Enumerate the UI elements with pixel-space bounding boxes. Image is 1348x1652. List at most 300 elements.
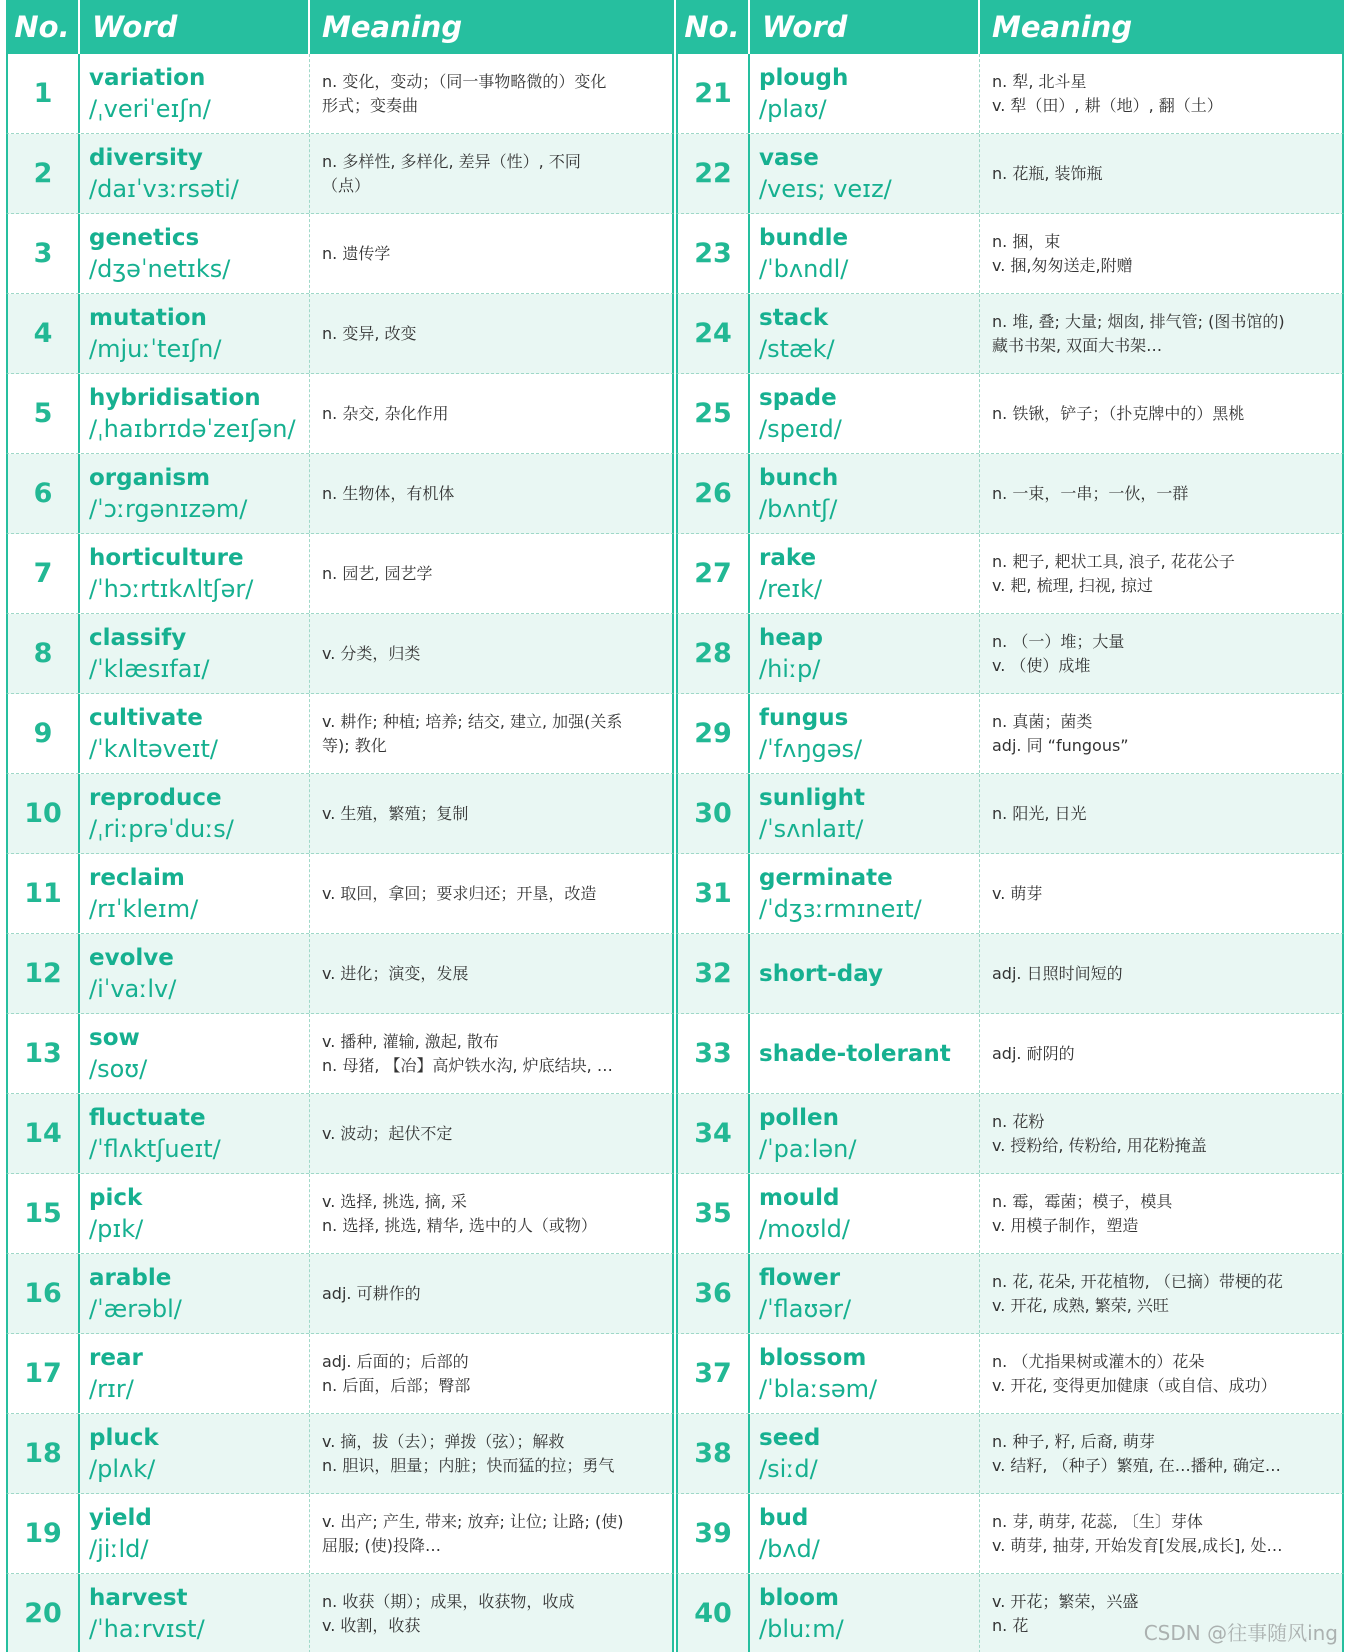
table-row (676, 54, 1344, 134)
word: evolve (89, 944, 174, 971)
phonetic: /ˈblaːsəm/ (759, 1374, 878, 1403)
entry-number: 16 (8, 1254, 80, 1333)
word: heap (759, 624, 823, 651)
phonetic: /ˈdʒɜːrmɪneɪt/ (759, 894, 922, 923)
entry-number: 33 (678, 1014, 750, 1093)
meaning-line: v. 犁（田）, 耕（地）, 翻（土） (992, 95, 1223, 115)
word: flower (759, 1264, 841, 1291)
right-table (676, 0, 1344, 1652)
entry-number: 27 (678, 534, 750, 613)
table-row (6, 1414, 674, 1494)
word-cell (80, 54, 310, 133)
word: vase (759, 144, 819, 171)
header-no: No. (676, 0, 750, 54)
phonetic: /siːd/ (759, 1454, 818, 1483)
word: mutation (89, 304, 207, 331)
table-row (676, 1494, 1344, 1574)
word: bud (759, 1504, 809, 1531)
phonetic: /ˌhaɪbrɪdəˈzeɪʃən/ (89, 414, 296, 443)
entry-number: 14 (8, 1094, 80, 1173)
meaning-cell (310, 1014, 672, 1093)
meaning-line: n. 铁锹，铲子；（扑克牌中的）黑桃 (992, 403, 1245, 423)
table-row (676, 774, 1344, 854)
meaning-line: n. （一）堆；大量 (992, 631, 1125, 651)
entry-number: 38 (678, 1414, 750, 1493)
word-cell (80, 1414, 310, 1493)
word-cell (80, 374, 310, 453)
table-row (676, 934, 1344, 1014)
word: stack (759, 304, 829, 331)
word-cell (80, 614, 310, 693)
meaning-cell (980, 1254, 1342, 1333)
meaning-line: n. 堆, 叠; 大量; 烟囱, 排气管; (图书馆的) (992, 311, 1285, 331)
phonetic: /mjuːˈteɪʃn/ (89, 334, 222, 363)
meaning-line: n. 阳光, 日光 (992, 803, 1087, 823)
meaning-cell (980, 454, 1342, 533)
meaning-line: n. 犁, 北斗星 (992, 71, 1087, 91)
word: hybridisation (89, 384, 261, 411)
meaning-cell (310, 454, 672, 533)
meaning-cell (310, 534, 672, 613)
meaning-cell (980, 294, 1342, 373)
word: sow (89, 1024, 140, 1051)
phonetic: /bʌntʃ/ (759, 494, 838, 523)
entry-number: 31 (678, 854, 750, 933)
entry-number: 12 (8, 934, 80, 1013)
meaning-cell (980, 1094, 1342, 1173)
meaning-line: 屈服; (使)投降… (322, 1535, 441, 1555)
phonetic: /hiːp/ (759, 654, 821, 683)
meaning-line: n. 霉，霉菌；模子，模具 (992, 1191, 1173, 1211)
table-row (676, 1174, 1344, 1254)
phonetic: /plʌk/ (89, 1454, 156, 1483)
phonetic: /ˈklæsɪfaɪ/ (89, 654, 210, 683)
meaning-line: v. 取回，拿回；要求归还；开垦，改造 (322, 883, 597, 903)
phonetic: /ˈfʌŋgəs/ (759, 734, 863, 763)
phonetic: /moʊld/ (759, 1214, 850, 1243)
word-cell (750, 1254, 980, 1333)
phonetic: /daɪˈvɜːrsəti/ (89, 174, 239, 203)
meaning-line: adj. 后面的；后部的 (322, 1351, 469, 1371)
word: pick (89, 1184, 143, 1211)
meaning-line: adj. 可耕作的 (322, 1283, 421, 1303)
table-row (6, 1094, 674, 1174)
word-cell (80, 1574, 310, 1652)
entry-number: 22 (678, 134, 750, 213)
entry-number: 1 (8, 54, 80, 133)
word: fungus (759, 704, 849, 731)
word-cell (80, 1254, 310, 1333)
phonetic: /bʌd/ (759, 1534, 820, 1563)
entry-number: 11 (8, 854, 80, 933)
phonetic: /reɪk/ (759, 574, 823, 603)
meaning-line: v. 萌芽 (992, 883, 1043, 903)
phonetic: /rɪr/ (89, 1374, 134, 1403)
meaning-line: v. 开花, 成熟, 繁荣, 兴旺 (992, 1295, 1169, 1315)
meaning-line: 等); 教化 (322, 735, 387, 755)
meaning-line: v. 萌芽, 抽芽, 开始发育[发展,成长], 处… (992, 1535, 1283, 1555)
meaning-cell (980, 54, 1342, 133)
header-word: Word (80, 0, 310, 54)
entry-number: 40 (678, 1574, 750, 1652)
meaning-cell (310, 1334, 672, 1413)
meaning-line: n. 多样性, 多样化, 差异（性）, 不同 (322, 151, 581, 171)
left-table (6, 0, 674, 1652)
entry-number: 28 (678, 614, 750, 693)
meaning-line: 形式；变奏曲 (322, 95, 419, 115)
table-header (676, 0, 1344, 54)
meaning-line: adj. 同 “fungous” (992, 735, 1129, 755)
meaning-line: adj. 日照时间短的 (992, 963, 1123, 983)
meaning-cell (980, 1494, 1342, 1573)
meaning-line: v. 用模子制作，塑造 (992, 1215, 1139, 1235)
meaning-line: v. 开花, 变得更加健康（或自信、成功） (992, 1375, 1277, 1395)
entry-number: 29 (678, 694, 750, 773)
phonetic: /ˌveriˈeɪʃn/ (89, 94, 211, 123)
word: classify (89, 624, 187, 651)
meaning-cell (980, 774, 1342, 853)
meaning-line: v. 分类，归类 (322, 643, 421, 663)
phonetic: /ˈflʌktʃueɪt/ (89, 1134, 221, 1163)
meaning-line: n. 园艺, 园艺学 (322, 563, 433, 583)
meaning-line: n. 变异, 改变 (322, 323, 417, 343)
phonetic: /stæk/ (759, 334, 835, 363)
word: horticulture (89, 544, 244, 571)
word: short-day (759, 960, 884, 987)
entry-number: 8 (8, 614, 80, 693)
entry-number: 36 (678, 1254, 750, 1333)
word-cell (750, 214, 980, 293)
table-row (6, 1014, 674, 1094)
phonetic: /ˈɔːrgənɪzəm/ (89, 494, 248, 523)
phonetic: /pɪk/ (89, 1214, 144, 1243)
word-cell (750, 1174, 980, 1253)
meaning-cell (980, 614, 1342, 693)
entry-number: 9 (8, 694, 80, 773)
word: germinate (759, 864, 893, 891)
meaning-cell (980, 374, 1342, 453)
table-row (676, 614, 1344, 694)
word-cell (80, 934, 310, 1013)
word-cell (750, 294, 980, 373)
word: reproduce (89, 784, 222, 811)
meaning-line: n. 花, 花朵, 开花植物, （已摘）带梗的花 (992, 1271, 1283, 1291)
entry-number: 30 (678, 774, 750, 853)
entry-number: 7 (8, 534, 80, 613)
meaning-cell (310, 694, 672, 773)
table-row (676, 214, 1344, 294)
word-cell (80, 774, 310, 853)
word: mould (759, 1184, 840, 1211)
entry-number: 26 (678, 454, 750, 533)
meaning-cell (310, 1094, 672, 1173)
meaning-cell (980, 214, 1342, 293)
entry-number: 5 (8, 374, 80, 453)
meaning-cell (310, 134, 672, 213)
table-row (676, 534, 1344, 614)
table-row (6, 454, 674, 534)
header-meaning: Meaning (322, 10, 463, 44)
header-meaning: Meaning (992, 10, 1133, 44)
meaning-cell (310, 614, 672, 693)
table-row (6, 54, 674, 134)
meaning-line: v. 生殖，繁殖；复制 (322, 803, 469, 823)
meaning-line: n. 遗传学 (322, 243, 391, 263)
table-row (676, 294, 1344, 374)
meaning-line: adj. 耐阴的 (992, 1043, 1075, 1063)
entry-number: 6 (8, 454, 80, 533)
word-cell (80, 854, 310, 933)
meaning-line: v. 摘，拔（去）；弹拨（弦）；解救 (322, 1431, 565, 1451)
table-row (6, 934, 674, 1014)
word: sunlight (759, 784, 866, 811)
word-cell (750, 54, 980, 133)
entry-number: 32 (678, 934, 750, 1013)
word-cell (80, 214, 310, 293)
meaning-cell (980, 934, 1342, 1013)
word-cell (80, 134, 310, 213)
word-cell (750, 1334, 980, 1413)
header-word: Word (750, 0, 980, 54)
phonetic: /bluːm/ (759, 1614, 844, 1643)
meaning-cell (310, 1414, 672, 1493)
word-cell (750, 134, 980, 213)
word-cell (750, 374, 980, 453)
phonetic: /ˈhaːrvɪst/ (89, 1614, 205, 1643)
table-row (6, 1254, 674, 1334)
phonetic: /ˈhɔːrtɪkʌltʃər/ (89, 574, 254, 603)
table-row (6, 1334, 674, 1414)
phonetic: /jiːld/ (89, 1534, 149, 1563)
word: fluctuate (89, 1104, 206, 1131)
meaning-cell (980, 694, 1342, 773)
phonetic: /ˈflaʊər/ (759, 1294, 852, 1323)
word: bundle (759, 224, 849, 251)
word: pollen (759, 1104, 840, 1131)
meaning-cell (310, 294, 672, 373)
meaning-line: 藏书书架, 双面大书架… (992, 335, 1163, 355)
entry-number: 34 (678, 1094, 750, 1173)
table-row (6, 1494, 674, 1574)
word: cultivate (89, 704, 203, 731)
meaning-cell (310, 214, 672, 293)
word-cell (80, 1014, 310, 1093)
entry-number: 37 (678, 1334, 750, 1413)
word: bunch (759, 464, 839, 491)
meaning-cell (980, 134, 1342, 213)
meaning-line: n. 收获（期）；成果，收获物，收成 (322, 1591, 575, 1611)
meaning-line: n. 种子, 籽, 后裔, 萌芽 (992, 1431, 1155, 1451)
meaning-line: v. 结籽, （种子）繁殖, 在…播种, 确定… (992, 1455, 1281, 1475)
table-row (676, 694, 1344, 774)
phonetic: /ˈpaːlən/ (759, 1134, 857, 1163)
meaning-line: n. 一束，一串；一伙，一群 (992, 483, 1189, 503)
word: shade-tolerant (759, 1040, 951, 1067)
phonetic: /iˈvaːlv/ (89, 974, 177, 1003)
meaning-cell (980, 1174, 1342, 1253)
word-cell (750, 1574, 980, 1652)
entry-number: 23 (678, 214, 750, 293)
entry-number: 18 (8, 1414, 80, 1493)
table-row (6, 134, 674, 214)
phonetic: /ˈsʌnlaɪt/ (759, 814, 864, 843)
phonetic: /rɪˈkleɪm/ (89, 894, 199, 923)
word-cell (750, 694, 980, 773)
word-cell (750, 1094, 980, 1173)
word: rake (759, 544, 817, 571)
table-row (676, 454, 1344, 534)
phonetic: /speɪd/ (759, 414, 842, 443)
meaning-line: v. 波动；起伏不定 (322, 1123, 453, 1143)
meaning-line: n. 花 (992, 1615, 1029, 1635)
word: arable (89, 1264, 172, 1291)
meaning-line: n. 捆，束 (992, 231, 1061, 251)
word: reclaim (89, 864, 185, 891)
meaning-line: n. 花瓶, 装饰瓶 (992, 163, 1103, 183)
entry-number: 17 (8, 1334, 80, 1413)
word-cell (80, 454, 310, 533)
table-row (6, 774, 674, 854)
word-cell (750, 614, 980, 693)
entry-number: 21 (678, 54, 750, 133)
word-cell (80, 1174, 310, 1253)
word-cell (750, 534, 980, 613)
meaning-cell (310, 774, 672, 853)
entry-number: 39 (678, 1494, 750, 1573)
entry-number: 2 (8, 134, 80, 213)
table-row (676, 134, 1344, 214)
word-cell (750, 1014, 980, 1093)
phonetic: /ˈærəbl/ (89, 1294, 182, 1323)
word-cell (80, 294, 310, 373)
word-cell (750, 454, 980, 533)
word-cell (750, 1414, 980, 1493)
entry-number: 25 (678, 374, 750, 453)
word: seed (759, 1424, 821, 1451)
meaning-line: n. 花粉 (992, 1111, 1045, 1131)
watermark: CSDN @往事随风ing (1143, 1621, 1338, 1645)
meaning-line: n. 选择, 挑选, 精华, 选中的人（或物） (322, 1215, 597, 1235)
header-no: No. (6, 0, 80, 54)
word: variation (89, 64, 206, 91)
word-cell (80, 1094, 310, 1173)
word: diversity (89, 144, 203, 171)
meaning-line: n. （尤指果树或灌木的）花朵 (992, 1351, 1205, 1371)
phonetic: /ˈkʌltəveɪt/ (89, 734, 219, 763)
table-row (6, 214, 674, 294)
meaning-line: （点） (322, 175, 371, 195)
table-row (6, 854, 674, 934)
meaning-line: v. 开花；繁荣，兴盛 (992, 1591, 1139, 1611)
word: pluck (89, 1424, 159, 1451)
meaning-line: v. 耙, 梳理, 扫视, 掠过 (992, 575, 1153, 595)
meaning-line: n. 杂交, 杂化作用 (322, 403, 449, 423)
word: genetics (89, 224, 200, 251)
meaning-line: n. 变化，变动；（同一事物略微的）变化 (322, 71, 607, 91)
vocabulary-sheet (6, 0, 1344, 1652)
word-cell (80, 1334, 310, 1413)
meaning-line: v. 播种, 灌输, 激起, 散布 (322, 1031, 499, 1051)
meaning-cell (980, 1414, 1342, 1493)
meaning-line: v. 出产; 产生, 带来; 放弃; 让位; 让路; (使) (322, 1511, 624, 1531)
word: plough (759, 64, 849, 91)
meaning-line: n. 耙子, 耙状工具, 浪子, 花花公子 (992, 551, 1235, 571)
word: spade (759, 384, 837, 411)
meaning-cell (980, 534, 1342, 613)
table-row (6, 614, 674, 694)
meaning-line: n. 胆识，胆量；内脏；快而猛的拉；勇气 (322, 1455, 615, 1475)
word-cell (750, 854, 980, 933)
meaning-line: v. 捆,匆匆送走,附赠 (992, 255, 1133, 275)
meaning-line: v. 收割，收获 (322, 1615, 421, 1635)
word-cell (80, 534, 310, 613)
entry-number: 19 (8, 1494, 80, 1573)
meaning-cell (310, 1174, 672, 1253)
meaning-cell (310, 854, 672, 933)
meaning-line: v. （使）成堆 (992, 655, 1091, 675)
phonetic: /veɪs; veɪz/ (759, 174, 892, 203)
word: blossom (759, 1344, 867, 1371)
meaning-line: n. 芽, 萌芽, 花蕊, 〔生〕芽体 (992, 1511, 1203, 1531)
meaning-cell (310, 1574, 672, 1652)
entry-number: 3 (8, 214, 80, 293)
word: rear (89, 1344, 143, 1371)
meaning-line: n. 生物体，有机体 (322, 483, 455, 503)
meaning-line: n. 真菌；菌类 (992, 711, 1093, 731)
meaning-line: v. 进化；演变，发展 (322, 963, 469, 983)
table-row (6, 694, 674, 774)
word-cell (750, 1494, 980, 1573)
table-row (676, 1094, 1344, 1174)
meaning-cell (980, 1014, 1342, 1093)
word-cell (750, 774, 980, 853)
meaning-line: n. 母猪, 【冶】高炉铁水沟, 炉底结块, … (322, 1055, 613, 1075)
meaning-cell (310, 1494, 672, 1573)
phonetic: /dʒəˈnetɪks/ (89, 254, 231, 283)
meaning-line: v. 授粉给, 传粉给, 用花粉掩盖 (992, 1135, 1207, 1155)
word: organism (89, 464, 211, 491)
entry-number: 13 (8, 1014, 80, 1093)
entry-number: 24 (678, 294, 750, 373)
table-row (6, 1174, 674, 1254)
word-cell (80, 1494, 310, 1573)
phonetic: /ˈbʌndl/ (759, 254, 849, 283)
meaning-cell (310, 1254, 672, 1333)
word: bloom (759, 1584, 839, 1611)
meaning-line: v. 耕作; 种植; 培养; 结交, 建立, 加强(关系 (322, 711, 623, 731)
table-row (6, 294, 674, 374)
table-row (6, 1574, 674, 1652)
entry-number: 4 (8, 294, 80, 373)
table-row (676, 1334, 1344, 1414)
meaning-cell (310, 54, 672, 133)
phonetic: /ˌriːprəˈduːs/ (89, 814, 234, 843)
meaning-cell (310, 934, 672, 1013)
table-row (6, 534, 674, 614)
word-cell (80, 694, 310, 773)
table-row (676, 854, 1344, 934)
table-row (6, 374, 674, 454)
entry-number: 10 (8, 774, 80, 853)
table-row (676, 374, 1344, 454)
entry-number: 20 (8, 1574, 80, 1652)
meaning-line: n. 后面，后部；臀部 (322, 1375, 471, 1395)
entry-number: 35 (678, 1174, 750, 1253)
meaning-line: v. 选择, 挑选, 摘, 采 (322, 1191, 467, 1211)
entry-number: 15 (8, 1174, 80, 1253)
meaning-cell (980, 1334, 1342, 1413)
table-row (676, 1014, 1344, 1094)
